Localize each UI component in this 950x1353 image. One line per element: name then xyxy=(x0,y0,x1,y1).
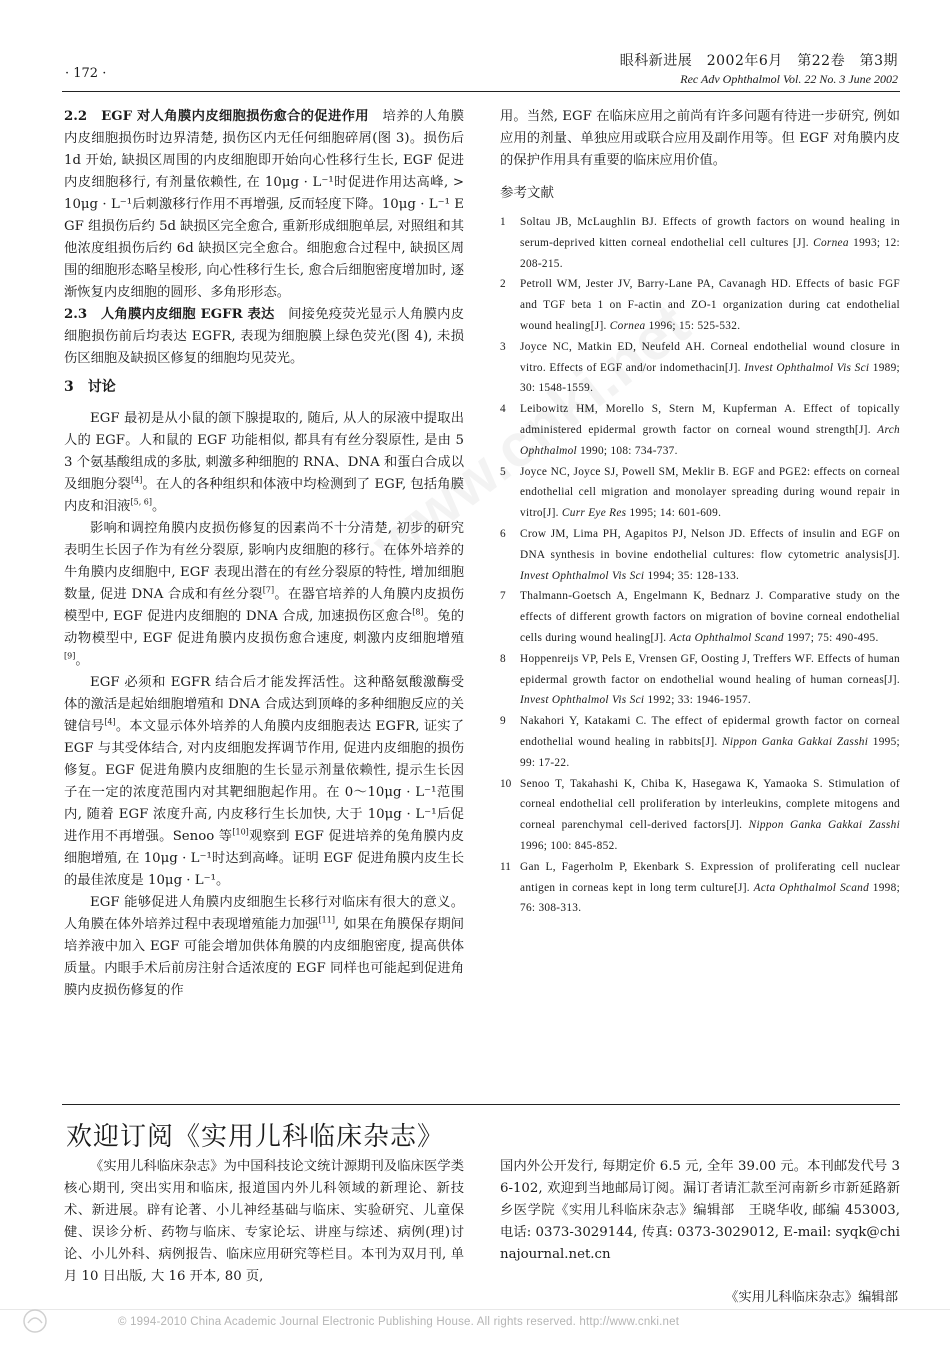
reference-journal: Invest Ophthalmol Vis Sci xyxy=(520,694,645,707)
reference-text: Hoppenreijs VP, Pels E, Vrensen GF, Oosting J, Treffers WF. Effects of human epidermal growth factor on endothelial wound healing of human corneas[J]. Invest Ophthalmol Vis Sci 1992; 33: 1946-1957. xyxy=(520,652,900,707)
reference-list xyxy=(500,212,900,919)
reference-number: 9 xyxy=(500,715,506,728)
citation: [4] xyxy=(104,717,116,727)
reference-text: Crow JM, Lima PH, Agapitos PJ, Nelson JD. Effects of insulin and EGF on DNA synthesis in bovine endothelial cultures: flow cytometric analysis[J]. Invest Ophthalmol Vis Sci 1994; 35: 128-133. xyxy=(520,527,900,582)
reference-journal: Invest Ophthalmol Vis Sci xyxy=(744,361,870,374)
left-column xyxy=(64,106,464,1002)
reference-text: Joyce NC, Matkin ED, Neufeld AH. Corneal endothelial wound closure in vitro. Effects of EGF and/or indomethacin[J]. Invest Ophthalmol Vis Sci 1989; 30: 1548-1559. xyxy=(520,340,900,395)
reference-text: Petroll WM, Jester JV, Barry-Lane PA, Cavanagh HD. Effects of basic FGF and TGF beta 1 on F-actin and ZO-1 organization during cat endothelial wound healing[J]. Cornea 1996; 15: 525-532. xyxy=(520,278,900,332)
references-title: 参考文献 xyxy=(500,185,554,201)
reference-number: 10 xyxy=(500,777,512,790)
section-2-2 xyxy=(64,106,464,304)
ad-text-right: 国内外公开发行, 每期定价 6.5 元, 全年 39.00 元。本刊邮发代号 36-102, 欢迎到当地邮局订阅。漏订者请汇款至河南新乡市新延路新乡医学院《实用儿科临床杂志》编辑部 王晓华收, 邮编 453003, 电话: 0373-3029144, 传真: 0373-3029012, E-mail: syqk@chinajournal.net.cn xyxy=(500,1159,900,1262)
reference-text: Soltau JB, McLaughlin BJ. Effects of growth factors on wound healing in serum-deprived kitten corneal endothelial cell cultures [J]. Cornea 1993; 12: 208-215. xyxy=(520,216,900,270)
right-column xyxy=(500,106,900,919)
header-rule xyxy=(62,91,900,92)
section-3-title: 3 讨论 xyxy=(64,379,116,395)
reference-item xyxy=(500,586,900,648)
reference-journal: Nippon Ganka Gakkai Zasshi xyxy=(722,735,869,748)
footer-rule xyxy=(0,1309,950,1310)
reference-journal: Invest Ophthalmol Vis Sci xyxy=(520,569,645,582)
citation: [11] xyxy=(318,915,335,925)
reference-number: 6 xyxy=(500,527,506,540)
reference-item xyxy=(500,399,900,461)
reference-text: Leibowitz HM, Morello S, Stern M, Kupferman A. Effect of topically administered epidermal growth factor on corneal wound strength[J]. Arch Ophthalmol 1990; 108: 734-737. xyxy=(520,403,900,457)
reference-journal: Curr Eye Res xyxy=(561,507,627,520)
ad-title: 欢迎订阅《实用儿科临床杂志》 xyxy=(66,1122,445,1152)
discussion-continuation: 用。当然, EGF 在临床应用之前尚有许多问题有待进一步研究, 例如应用的剂量、单独应用或联合应用及副作用等。但 EGF 对角膜内皮的保护作用具有重要的临床应用价值。 xyxy=(500,109,900,168)
discussion-paragraph-1: EGF 最初是从小鼠的颌下腺提取的, 随后, 从人的尿液中提取出人的 EGF。人和鼠的 EGF 功能相似, 都具有有丝分裂原性, 是由 53 个氨基酸组成的多肽, 刺激多种细胞的 RNA、DNA 和蛋白合成以及细胞分裂[4]。在人的各种组织和体液中均检测到了 EGF, 包括角膜内皮和泪液[5, 6]。 xyxy=(64,411,464,514)
reference-text: Joyce NC, Joyce SJ, Powell SM, Meklir B. EGF and PGE2: effects on corneal endothelial cell migration and monolayer spreading during wound repair in vitro[J]. Curr Eye Res 1995; 14: 601-609. xyxy=(520,465,900,520)
copyright-footer: © 1994-2010 China Academic Journal Electronic Publishing House. All rights reserved. http://www.cnki.net xyxy=(118,1316,680,1328)
journal-title-cn: 眼科新进展 2002年6月 第22卷 第3期 xyxy=(619,53,898,69)
discussion-paragraph-4: EGF 能够促进人角膜内皮细胞生长移行对临床有很大的意义。人角膜在体外培养过程中表现增殖能力加强[11], 如果在角膜保存期间培养液中加入 EGF 可能会增加供体角膜的内皮细胞密度, 提高供体质量。内眼手术后前房注射合适浓度的 EGF 同样也可能起到促进角膜内皮损伤修复的作 xyxy=(64,895,465,998)
ad-text-left: 《实用儿科临床杂志》为中国科技论文统计源期刊及临床医学类核心期刊, 突出实用和临床, 报道国内外儿科领域的新理论、新技术、新进展。辟有论著、小儿神经基础与临床、实验研究、儿童保健、误诊分析、药物与临床、专家论坛、讲座与综述、病例(理)讨论、小儿外科、病例报告、临床应用研究等栏目。本刊为双月刊, 单月 10 日出版, 大 16 开本, 80 页, xyxy=(64,1159,464,1284)
citation: [4] xyxy=(130,475,143,485)
reference-item xyxy=(500,711,900,773)
citation: [7] xyxy=(262,585,275,595)
reference-text: Gan L, Fagerholm P, Ekenbark S. Expression of proliferating cell nuclear antigen in corneas kept in long term culture[J]. Acta Ophthalmol Scand 1998; 76: 308-313. xyxy=(520,860,901,915)
section-2-2-body: 培养的人角膜内皮细胞损伤时边界清楚, 损伤区内无任何细胞碎屑(图 3)。损伤后 1d 开始, 缺损区周围的内皮细胞即开始向心性移行生长, EGF 促进内皮细胞移行, 有剂量依赖性, 在 10μg · L⁻¹时促进作用达高峰, > 10μg · L⁻¹后刺激移行作用不再增强, 反而轻度下降。10μg · L⁻¹ EGF 组损伤后约 5d 缺损区完全愈合, 重新形成细胞单层, 对照组和其他浓度组损伤后约 6d 缺损区完全愈合。细胞愈合过程中, 缺损区周围的细胞形态略呈梭形, 向心性移行生长, 愈合后细胞密度增加时, 逐渐恢复内皮细胞的圆形、多角形形态。 xyxy=(64,109,465,300)
section-divider xyxy=(62,1104,900,1105)
ad-signature: 《实用儿科临床杂志》编辑部 xyxy=(725,1290,898,1305)
reference-number: 1 xyxy=(500,216,506,228)
discussion-paragraph-2: 影响和调控角膜内皮损伤修复的因素尚不十分清楚, 初步的研究表明生长因子作为有丝分裂原, 影响内皮细胞的移行。在体外培养的牛角膜内皮细胞中, EGF 表现出潜在的有丝分裂原的特性, 增加细胞数量, 促进 DNA 合成和有丝分裂[7]。在器官培养的人角膜内皮损伤模型中, EGF 促进内皮细胞的 DNA 合成, 加速损伤区愈合[8]。兔的动物模型中, EGF 促进角膜内皮损伤愈合速度, 刺激内皮细胞增殖[9]。 xyxy=(64,521,465,668)
reference-journal: Acta Ophthalmol Scand xyxy=(669,631,784,644)
reference-journal: Acta Ophthalmol Scand xyxy=(753,881,870,894)
journal-title-en: Rec Adv Ophthalmol Vol. 22 No. 3 June 2002 xyxy=(680,72,898,86)
reference-item xyxy=(500,337,900,399)
reference-text: Senoo T, Takahashi K, Chiba K, Hasegawa K, Yamaoka S. Stimulation of corneal endothelial cell proliferation by interleukins, complete mitogens and corneal parenchymal cell-derived factors[J]. Nippon Ganka Gakkai Zasshi 1996; 100: 845-852. xyxy=(520,777,901,852)
reference-journal: Cornea xyxy=(813,236,849,249)
reference-number: 3 xyxy=(500,340,506,353)
reference-item xyxy=(500,857,900,919)
reference-item xyxy=(500,524,900,586)
reference-journal: Cornea xyxy=(609,319,646,332)
section-2-3 xyxy=(64,304,464,370)
reference-journal: Arch Ophthalmol xyxy=(520,423,900,457)
reference-item xyxy=(500,462,900,524)
reference-number: 5 xyxy=(500,465,506,478)
citation: [5, 6] xyxy=(130,497,152,507)
section-2-3-body: 间接免疫荧光显示人角膜内皮细胞损伤前后均表达 EGFR, 表现为细胞膜上绿色荧光(图 4), 未损伤区细胞及缺损区修复的细胞均见荧光。 xyxy=(64,307,464,366)
discussion-paragraph-3: EGF 必须和 EGFR 结合后才能发挥活性。这种酪氨酸激酶受体的激活是起始细胞增殖和 DNA 合成达到顶峰的多种细胞反应的关键信号[4]。本文显示体外培养的人角膜内皮细胞表达 EGFR, 证实了 EGF 与其受体结合, 对内皮细胞发挥调节作用, 促进内皮细胞的损伤修复。EGF 促进角膜内皮细胞的生长显示剂量依赖性, 提示生长因子在一定的浓度范围内对其靶细胞起作用。在 0～10μg · L⁻¹范围内, 随着 EGF 浓度升高, 内皮移行生长加快, 大于 10μg · L⁻¹后促进作用不再增强。Senoo 等[10]观察到 EGF 促进培养的兔角膜内皮细胞增殖, 在 10μg · L⁻¹时达到高峰。证明 EGF 促进角膜内皮生长的最佳浓度是 10μg · L⁻¹。 xyxy=(64,675,465,888)
reference-item xyxy=(500,274,900,336)
reference-number: 4 xyxy=(500,403,506,416)
reference-journal: Nippon Ganka Gakkai Zasshi xyxy=(748,819,901,832)
reference-item xyxy=(500,774,900,857)
page-number: · 172 · xyxy=(65,66,107,81)
reference-text: Thalmann-Goetsch A, Engelmann K, Bednarz J. Comparative study on the effects of different growth factors on migration of bovine corneal endothelial cells during wound healing[J]. Acta Ophthalmol Scand 1997; 75: 490-495. xyxy=(520,590,900,644)
citation: [8] xyxy=(412,607,424,617)
reference-number: 7 xyxy=(500,590,506,603)
reference-text: Nakahori Y, Katakami C. The effect of epidermal growth factor on corneal endothelial wound healing in rabbits[J]. Nippon Ganka Gakkai Zasshi 1995; 99: 17-22. xyxy=(520,715,900,769)
reference-number: 11 xyxy=(500,860,511,873)
citation: [9] xyxy=(64,651,76,661)
section-2-3-heading: 2.3 人角膜内皮细胞 EGFR 表达 xyxy=(64,307,275,322)
reference-item xyxy=(500,649,900,711)
reference-item xyxy=(500,212,900,274)
citation: [10] xyxy=(232,827,249,837)
reference-number: 8 xyxy=(500,652,506,665)
publisher-logo-icon xyxy=(22,1308,48,1334)
section-2-2-heading: 2.2 EGF 对人角膜内皮细胞损伤愈合的促进作用 xyxy=(64,109,369,124)
reference-number: 2 xyxy=(500,278,506,291)
